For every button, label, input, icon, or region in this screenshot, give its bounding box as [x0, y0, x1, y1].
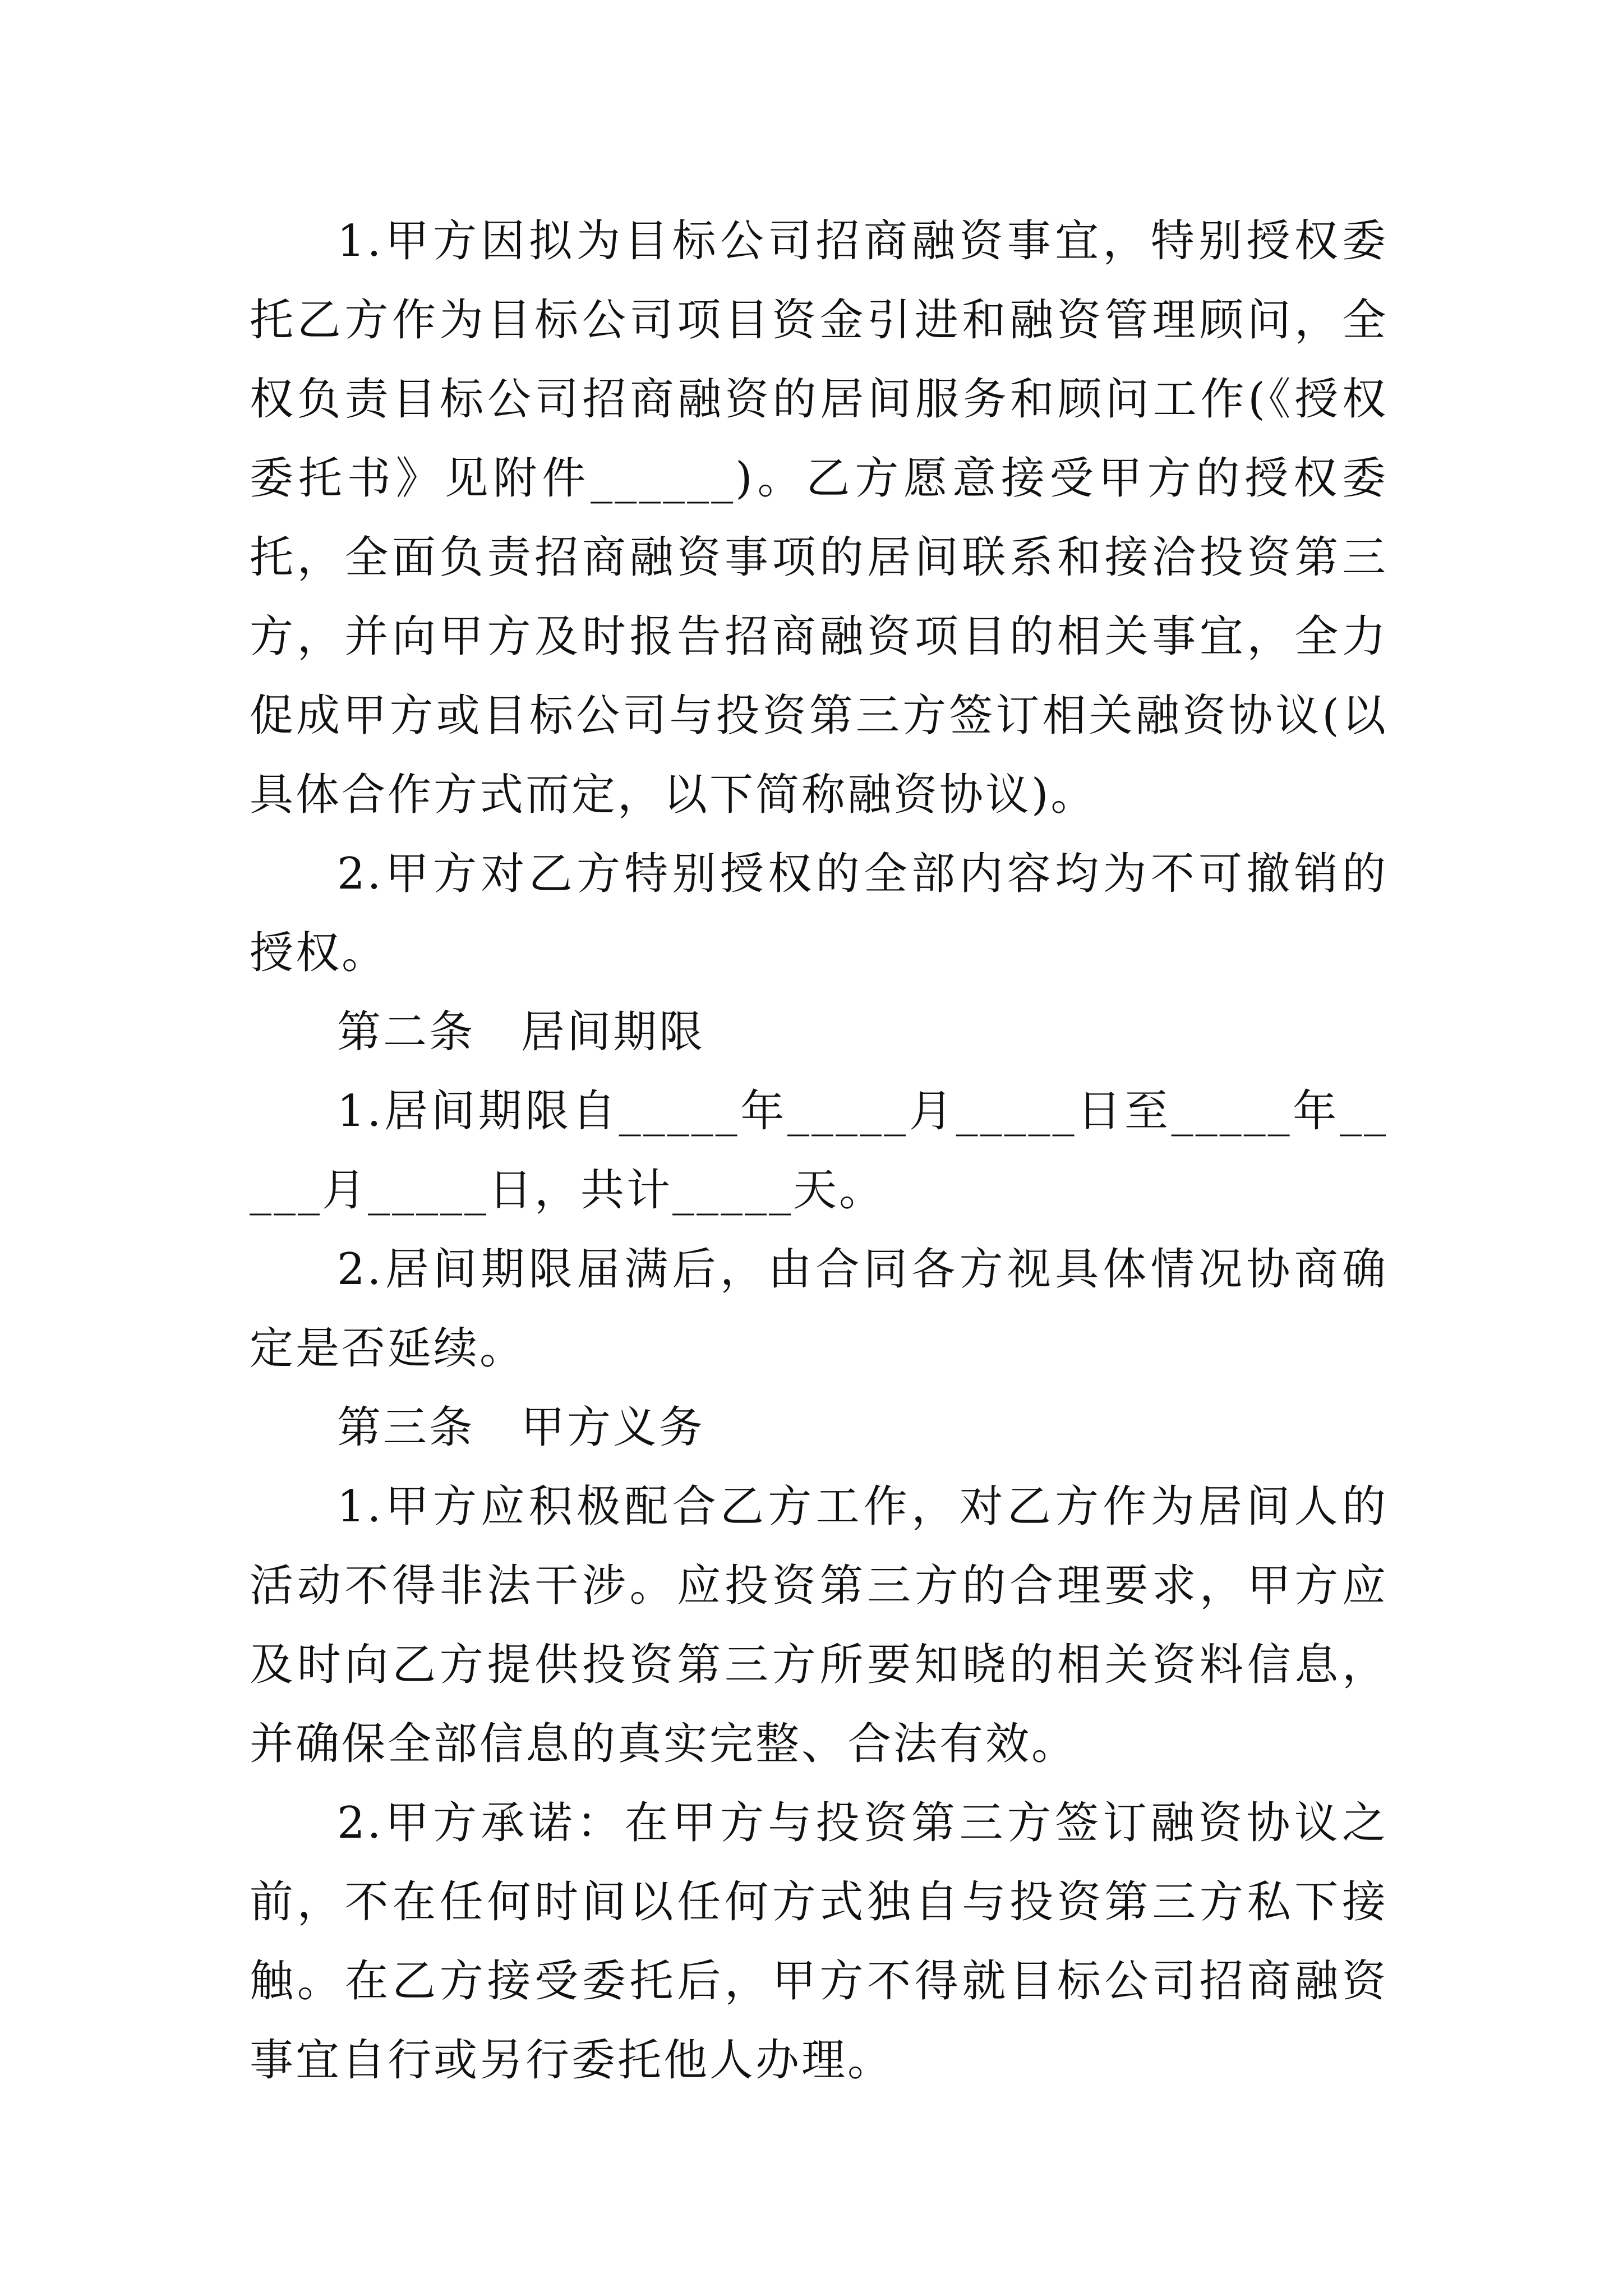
party-a-obligation-1: 1.甲方应积极配合乙方工作，对乙方作为居间人的活动不得非法干涉。应投资第三方的合理要求，甲方应及时向乙方提供投资第三方所要知晓的相关资料信息，并确保全部信息的真实完整、合法有效。	[250, 1481, 1388, 1769]
term-extension-paragraph: 2.居间期限届满后，由合同各方视具体情况协商确定是否延续。	[250, 1244, 1388, 1374]
document-body	[250, 202, 1388, 2100]
clause-2-paragraph: 2.甲方对乙方特别授权的全部内容均为不可撤销的授权。	[250, 849, 1388, 978]
party-a-obligation-2: 2.甲方承诺：在甲方与投资第三方签订融资协议之前，不在任何时间以任何方式独自与投资第三方私下接触。在乙方接受委托后，甲方不得就目标公司招商融资事宜自行或另行委托他人办理。	[250, 1798, 1388, 2086]
article-3-heading: 第三条 甲方义务	[337, 1402, 706, 1453]
clause-1-paragraph: 1.甲方因拟为目标公司招商融资事宜，特别授权委托乙方作为目标公司项目资金引进和融资管理顾问，全权负责目标公司招商融资的居间服务和顾问工作(《授权委托书》见附件______)。乙方愿意接受甲方的授权委托，全面负责招商融资事项的居间联系和接洽投资第三方，并向甲方及时报告招商融资项目的相关事宜，全力促成甲方或目标公司与投资第三方签订相关融资协议(以具体合作方式而定，以下简称融资协议)。	[250, 216, 1388, 820]
term-period-paragraph: 1.居间期限自_____年_____月_____日至_____年_____月_____日，共计_____天。	[250, 1086, 1388, 1216]
article-2-heading: 第二条 居间期限	[337, 1007, 706, 1057]
